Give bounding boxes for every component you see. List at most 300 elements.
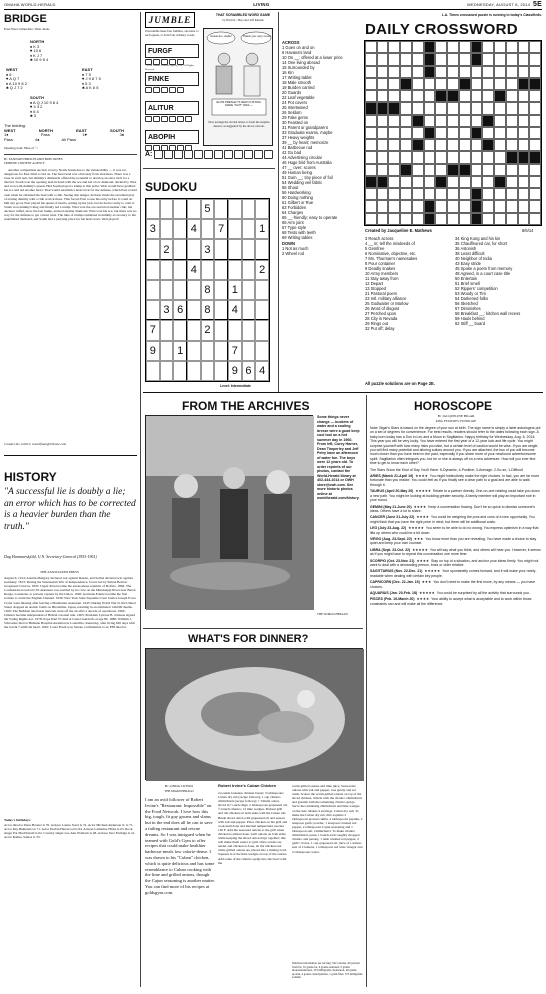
sudoku-cell[interactable] [146,280,160,300]
crossword-cell[interactable] [529,41,541,53]
crossword-cell[interactable] [447,78,459,90]
crossword-cell[interactable] [482,176,494,188]
crossword-cell[interactable] [447,115,459,127]
sudoku-cell[interactable] [146,361,160,381]
crossword-cell[interactable] [400,213,412,225]
crossword-cell[interactable] [447,176,459,188]
crossword-cell[interactable] [529,102,541,114]
sudoku-cell[interactable] [255,320,269,340]
crossword-cell[interactable] [506,164,518,176]
sudoku-cell[interactable] [255,199,269,219]
crossword-cell[interactable] [388,213,400,225]
crossword-cell[interactable] [494,151,506,163]
crossword-cell[interactable] [447,200,459,212]
sudoku-cell[interactable] [201,361,215,381]
sudoku-cell[interactable]: 4 [228,300,242,320]
crossword-cell[interactable] [377,41,389,53]
crossword-cell[interactable] [400,139,412,151]
sudoku-cell[interactable] [228,320,242,340]
sudoku-cell[interactable] [187,280,201,300]
crossword-cell[interactable] [388,200,400,212]
crossword-cell[interactable] [435,139,447,151]
crossword-cell[interactable] [529,139,541,151]
crossword-cell[interactable] [459,41,471,53]
sudoku-cell[interactable]: 3 [201,239,215,259]
sudoku-cell[interactable] [201,341,215,361]
sudoku-cell[interactable]: 2 [160,239,174,259]
crossword-cell[interactable] [471,151,483,163]
crossword-cell[interactable] [400,200,412,212]
sudoku-cell[interactable] [160,280,174,300]
crossword-cell[interactable] [459,200,471,212]
crossword-cell[interactable] [494,188,506,200]
sudoku-cell[interactable] [201,219,215,239]
crossword-cell[interactable] [529,200,541,212]
crossword-cell[interactable] [412,127,424,139]
crossword-cell[interactable] [435,188,447,200]
crossword-cell[interactable] [482,127,494,139]
crossword-cell[interactable] [447,102,459,114]
crossword-cell[interactable] [482,188,494,200]
crossword-cell[interactable] [412,151,424,163]
crossword-cell[interactable] [529,176,541,188]
crossword-cell[interactable] [412,102,424,114]
sudoku-cell[interactable]: 8 [201,280,215,300]
crossword-cell[interactable] [529,90,541,102]
crossword-cell[interactable] [518,213,530,225]
crossword-cell[interactable] [412,200,424,212]
crossword-cell[interactable] [518,176,530,188]
crossword-cell[interactable] [518,115,530,127]
crossword-cell[interactable] [365,78,377,90]
west-clubs: ♣ Q J 7 2 [6,85,23,91]
crossword-cell[interactable] [388,188,400,200]
crossword-cell[interactable] [377,78,389,90]
sudoku-cell[interactable] [160,320,174,340]
crossword-cell[interactable] [424,164,436,176]
crossword-cell[interactable] [412,66,424,78]
clue: 17 Writing tablet [282,75,312,80]
sudoku-cell[interactable]: 9 [228,361,242,381]
crossword-cell[interactable] [518,139,530,151]
crossword-block [459,164,471,176]
sudoku-cell[interactable] [187,239,201,259]
crossword-cell[interactable] [506,53,518,65]
sudoku-cell[interactable]: 4 [187,219,201,239]
crossword-cell[interactable] [482,213,494,225]
crossword-cell[interactable] [377,200,389,212]
clue: 34 King Kong and his kin [455,236,501,241]
crossword-cell[interactable] [506,127,518,139]
sudoku-cell[interactable] [228,219,242,239]
sign-rating: ★★★★★ [415,489,432,494]
crossword-tagline: L.A. Times crossword puzzle is running in today's Classifieds. [441,13,542,17]
sudoku-cell[interactable] [214,280,228,300]
sudoku-cell[interactable] [146,239,160,259]
sign-entry [370,569,542,578]
clue: 1 Not as much [282,246,309,251]
clue: 21 Pastoral poem [365,291,398,296]
crossword-cell[interactable] [506,90,518,102]
crossword-cell[interactable] [388,66,400,78]
crossword-cell[interactable] [424,188,436,200]
sudoku-cell[interactable] [146,260,160,280]
crossword-cell[interactable] [471,164,483,176]
crossword-cell[interactable] [482,78,494,90]
jumble-word-3 [145,101,199,122]
food-column-3: warm grilled onions and lime juice. Season the onions with salt and pepper, toss gently and set aside. Scatter the warm grilled onions on top of the sliced chicken, drizzle with the cilantro chimichurri and garnish with the remaining cilantro sprigs. Serve the remaining chimichurri and lime wedges on the side. Makes 4 servings. Cuban dry rub: To make the Cuban dry rub, mix together 2 tablespoons ground cumin, 2 tablespoons paprika, 2 teaspoon garlic powder, 1 teaspoon crushed red pepper, 2 tablespoons Cajun seasoning and 1 tablespoon salt. Chimichurri: To make cilantro chimichurri, puree 1 bunch each roughly chopped cilantro and parsley, 1 dash crushed red pepper, 2 garlic cloves, 1 cup grapeseed oil, juice of 1 lemon, zest of 2 lemons, 1 tablespoon red wine vinegar and 2 tablespoons water. [292,784,363,854]
crossword-cell[interactable] [424,176,436,188]
crossword-cell[interactable] [482,200,494,212]
crossword-cell[interactable] [365,139,377,151]
crossword-cell[interactable] [377,53,389,65]
crossword-cell[interactable] [529,213,541,225]
crossword-cell[interactable] [435,102,447,114]
crossword-grid[interactable] [364,40,542,226]
crossword-cell[interactable] [447,66,459,78]
crossword-cell[interactable] [471,176,483,188]
crossword-cell[interactable] [494,164,506,176]
clue: 52 Rippers' competition [455,286,498,291]
crossword-cell[interactable] [494,53,506,65]
sudoku-cell[interactable]: 2 [201,320,215,340]
crossword-cell[interactable] [412,164,424,176]
crossword-cell[interactable] [377,164,389,176]
crossword-cell[interactable] [518,164,530,176]
crossword-cell[interactable] [412,53,424,65]
sudoku-cell[interactable] [160,260,174,280]
sudoku-cell[interactable] [201,260,215,280]
sudoku-cell[interactable]: 6 [173,300,187,320]
crossword-cell[interactable] [529,53,541,65]
sudoku-cell[interactable]: 7 [146,320,160,340]
crossword-cell[interactable] [482,164,494,176]
sudoku-cell[interactable] [173,361,187,381]
crossword-cell[interactable] [447,41,459,53]
sudoku-cell[interactable]: 7 [228,341,242,361]
crossword-cell[interactable] [529,66,541,78]
sudoku-cell[interactable] [214,239,228,259]
crossword-cell[interactable] [435,164,447,176]
sudoku-cell[interactable] [255,300,269,320]
answer-boxes[interactable] [145,116,199,122]
crossword-cell[interactable] [471,102,483,114]
sudoku-cell[interactable] [173,280,187,300]
crossword-cell[interactable] [400,53,412,65]
sudoku-cell[interactable] [187,361,201,381]
crossword-cell[interactable] [447,127,459,139]
answer-boxes[interactable] [145,87,199,93]
crossword-cell[interactable] [494,115,506,127]
sudoku-cell[interactable] [160,199,174,219]
sudoku-cell[interactable]: 9 [146,341,160,361]
crossword-cell[interactable] [365,164,377,176]
jumble-word-4 [145,130,199,151]
crossword-block [424,127,436,139]
sudoku-cell[interactable]: 1 [228,280,242,300]
crossword-cell[interactable] [471,66,483,78]
sudoku-cell[interactable]: 1 [255,219,269,239]
crossword-cell[interactable] [459,139,471,151]
crossword-cell[interactable] [529,164,541,176]
sudoku-cell[interactable] [242,260,256,280]
crossword-cell[interactable] [424,139,436,151]
crossword-cell[interactable] [494,213,506,225]
crossword-cell[interactable] [482,102,494,114]
sudoku-cell[interactable] [242,341,256,361]
crossword-cell[interactable] [388,139,400,151]
crossword-cell[interactable] [377,139,389,151]
crossword-cell[interactable] [447,188,459,200]
crossword-cell[interactable] [424,78,436,90]
sign-name: SCORPIO (Oct. 23-Nov. 21) [370,558,415,563]
sudoku-cell[interactable] [173,199,187,219]
crossword-cell[interactable] [506,41,518,53]
crossword-cell[interactable] [518,200,530,212]
crossword-cell[interactable] [482,53,494,65]
crossword-cell[interactable] [529,188,541,200]
crossword-cell[interactable] [518,102,530,114]
sudoku-cell[interactable] [255,239,269,259]
crossword-cell[interactable] [424,151,436,163]
crossword-cell[interactable] [435,151,447,163]
crossword-cell[interactable] [482,41,494,53]
crossword-cell[interactable] [435,127,447,139]
final-answer-boxes[interactable] [154,150,273,159]
sudoku-cell[interactable] [160,341,174,361]
crossword-cell[interactable] [494,127,506,139]
opening-lead: Opening lead: Nine of ♡ [4,146,39,150]
crossword-cell[interactable] [494,200,506,212]
sudoku-cell[interactable]: 7 [214,219,228,239]
sudoku-cell[interactable] [255,280,269,300]
sudoku-cell[interactable] [242,199,256,219]
crossword-cell[interactable] [400,188,412,200]
crossword-cell[interactable] [459,115,471,127]
crossword-cell[interactable] [365,151,377,163]
crossword-cell[interactable] [518,90,530,102]
crossword-cell[interactable] [506,115,518,127]
crossword-cell[interactable] [400,127,412,139]
crossword-cell[interactable] [471,115,483,127]
crossword-cell[interactable] [400,151,412,163]
crossword-cell[interactable] [447,213,459,225]
crossword-cell[interactable] [518,53,530,65]
crossword-cell[interactable] [400,41,412,53]
crossword-cell[interactable] [459,127,471,139]
sudoku-cell[interactable] [187,300,201,320]
crossword-cell[interactable] [377,66,389,78]
crossword-cell[interactable] [459,102,471,114]
crossword-cell[interactable] [377,151,389,163]
crossword-cell[interactable] [365,41,377,53]
crossword-cell[interactable] [482,90,494,102]
sudoku-cell[interactable] [214,260,228,280]
sudoku-grid[interactable] [145,198,270,382]
crossword-cell[interactable] [388,176,400,188]
sudoku-cell[interactable]: 6 [242,361,256,381]
sudoku-cell[interactable] [228,199,242,219]
crossword-cell[interactable] [388,78,400,90]
sudoku-cell[interactable] [242,300,256,320]
crossword-cell[interactable] [518,127,530,139]
sudoku-cell[interactable] [173,260,187,280]
crossword-cell[interactable] [365,90,377,102]
crossword-cell[interactable] [506,200,518,212]
sudoku-cell[interactable]: 5 [201,199,215,219]
crossword-cell[interactable] [388,127,400,139]
sign-rating: ★★★★ [416,558,430,563]
sudoku-cell[interactable] [160,361,174,381]
sudoku-cell[interactable] [187,320,201,340]
crossword-cell[interactable] [400,66,412,78]
sudoku-cell[interactable] [146,199,160,219]
crossword-cell[interactable] [435,78,447,90]
crossword-cell[interactable] [365,188,377,200]
crossword-cell[interactable] [424,90,436,102]
crossword-cell[interactable] [518,66,530,78]
crossword-cell[interactable] [506,188,518,200]
crossword-cell[interactable] [506,139,518,151]
sudoku-cell[interactable] [214,199,228,219]
clue: 8 Pour container [365,261,396,266]
crossword-cell[interactable] [471,78,483,90]
sudoku-cell[interactable]: 3 [146,219,160,239]
crossword-cell[interactable] [459,213,471,225]
crossword-cell[interactable] [506,176,518,188]
crossword-cell[interactable] [377,213,389,225]
crossword-cell[interactable] [365,200,377,212]
jumble-cartoon [203,28,273,146]
sudoku-cell[interactable] [228,239,242,259]
crossword-cell[interactable] [365,53,377,65]
crossword-cell[interactable] [459,90,471,102]
crossword-block [424,53,436,65]
sudoku-cell[interactable] [214,341,228,361]
clue: 25 Intertwined [282,105,308,110]
crossword-cell[interactable] [435,53,447,65]
crossword-cell[interactable] [377,115,389,127]
crossword-cell[interactable] [388,115,400,127]
crossword-cell[interactable] [388,53,400,65]
sudoku-cell[interactable] [242,280,256,300]
crossword-cell[interactable] [494,78,506,90]
sudoku-cell[interactable] [255,341,269,361]
crossword-cell[interactable] [459,53,471,65]
sudoku-cell[interactable] [187,341,201,361]
crossword-cell[interactable] [529,127,541,139]
crossword-cell[interactable] [529,115,541,127]
clue: 22 Leaf vegetable [282,95,315,100]
sudoku-cell[interactable] [173,320,187,340]
crossword-cell[interactable] [412,213,424,225]
crossword-cell[interactable] [506,66,518,78]
sudoku-cell[interactable] [146,300,160,320]
sudoku-cell[interactable] [214,320,228,340]
crossword-cell[interactable] [377,90,389,102]
crossword-cell[interactable] [506,102,518,114]
sudoku-cell[interactable] [173,239,187,259]
sudoku-cell[interactable] [214,361,228,381]
crossword-cell[interactable] [388,90,400,102]
crossword-cell[interactable] [482,151,494,163]
jumble-word-1 [145,44,199,65]
crossword-cell[interactable] [435,213,447,225]
crossword-cell[interactable] [506,78,518,90]
crossword-cell[interactable] [365,66,377,78]
crossword-cell[interactable] [447,151,459,163]
crossword-cell[interactable] [388,164,400,176]
crossword-cell[interactable] [494,102,506,114]
crossword-cell[interactable] [400,176,412,188]
crossword-cell[interactable] [494,66,506,78]
sudoku-cell[interactable] [242,219,256,239]
crossword-cell[interactable] [471,90,483,102]
crossword-cell[interactable] [435,115,447,127]
sudoku-cell[interactable] [242,320,256,340]
sudoku-cell[interactable]: 8 [201,300,215,320]
sudoku-cell[interactable]: 1 [173,341,187,361]
crossword-cell[interactable] [412,90,424,102]
crossword-cell[interactable] [447,139,459,151]
crossword-cell[interactable] [365,213,377,225]
crossword-cell[interactable] [506,213,518,225]
crossword-cell[interactable] [435,41,447,53]
sudoku-cell[interactable]: 4 [187,260,201,280]
crossword-cell[interactable] [424,102,436,114]
crossword-cell[interactable] [388,41,400,53]
sudoku-cell[interactable]: 4 [255,361,269,381]
crossword-cell[interactable] [412,188,424,200]
crossword-cell[interactable] [365,127,377,139]
sudoku-cell[interactable] [187,199,201,219]
crossword-cell[interactable] [412,78,424,90]
crossword-cell[interactable] [400,102,412,114]
crossword-cell[interactable] [365,115,377,127]
crossword-cell[interactable] [494,139,506,151]
crossword-cell[interactable] [388,151,400,163]
crossword-cell[interactable] [424,115,436,127]
sudoku-cell[interactable] [173,219,187,239]
crossword-cell[interactable] [412,176,424,188]
crossword-cell[interactable] [518,188,530,200]
crossword-cell[interactable] [471,139,483,151]
crossword-cell[interactable] [435,66,447,78]
sudoku-cell[interactable] [228,260,242,280]
crossword-cell[interactable] [447,53,459,65]
crossword-cell[interactable] [459,188,471,200]
sudoku-cell[interactable] [160,219,174,239]
crossword-cell[interactable] [377,127,389,139]
crossword-cell[interactable] [494,41,506,53]
crossword-cell[interactable] [482,66,494,78]
crossword-cell[interactable] [435,200,447,212]
crossword-cell[interactable] [459,66,471,78]
sudoku-cell[interactable] [242,239,256,259]
sudoku-cell[interactable]: 3 [160,300,174,320]
sudoku-cell[interactable]: 2 [255,260,269,280]
clue: 59 Hauls behind [455,316,485,321]
crossword-cell[interactable] [400,90,412,102]
crossword-cell[interactable] [377,188,389,200]
sudoku-cell[interactable] [214,300,228,320]
crossword-cell[interactable] [412,41,424,53]
crossword-cell[interactable] [459,176,471,188]
crossword-cell[interactable] [518,41,530,53]
sign-name: CAPRICORN (Dec. 22-Jan. 19) [370,580,420,585]
crossword-cell[interactable] [400,115,412,127]
crossword-cell[interactable] [459,151,471,163]
